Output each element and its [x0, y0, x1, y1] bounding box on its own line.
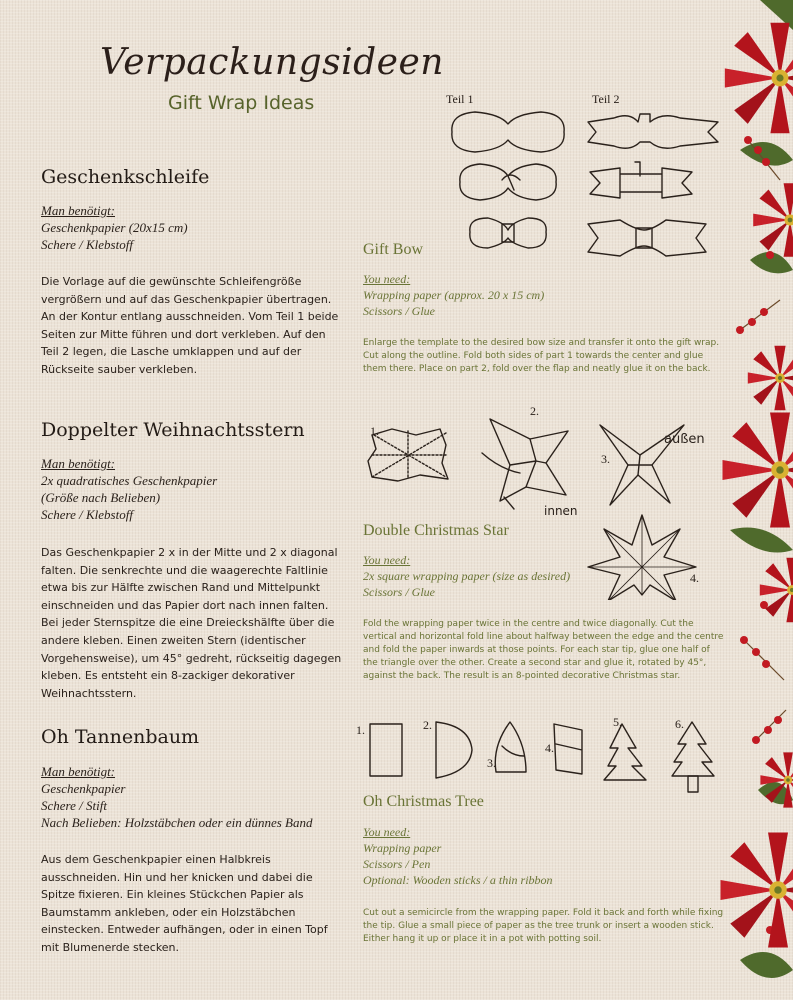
step-label: 2.: [530, 404, 539, 418]
section-heading-en: Gift Bow: [363, 241, 423, 258]
material-item: Schere / Stift: [41, 798, 107, 813]
section-heading-en: Oh Christmas Tree: [363, 793, 484, 810]
materials-en: [363, 824, 663, 888]
step-label: 4.: [690, 571, 699, 585]
materials-de: [41, 202, 341, 253]
step-label: 4.: [545, 741, 554, 755]
step-label: 3.: [487, 756, 496, 770]
materials-label: Man benötigt:: [41, 456, 116, 471]
material-item: Nach Belieben: Holzstäbchen oder ein dünnes Band: [41, 815, 313, 830]
materials-label: You need:: [363, 553, 411, 567]
poinsettia-border: [700, 0, 793, 1000]
materials-en: [363, 271, 713, 319]
material-item: 2x quadratisches Geschenkpapier: [41, 473, 218, 488]
material-item: Scissors / Glue: [363, 585, 435, 599]
material-item: Geschenkpapier (20x15 cm): [41, 220, 188, 235]
step-label: 6.: [675, 717, 684, 731]
instructions-en: Fold the wrapping paper twice in the centre and twice diagonally. Cut the vertical and horizontal fold line about halfway between the edge and the centre and fold the paper inwards at those points. For each star tip, glue one half of the triangle over the other. Create a second star and glue it, rotated by 45°, against the back. The result is an 8-pointed decorative Christmas star.: [363, 619, 724, 681]
section-heading-de: Doppelter Weihnachtsstern: [41, 419, 305, 441]
material-item: Wrapping paper: [363, 841, 442, 855]
step-label: 5.: [613, 715, 622, 729]
annotation-outside: außen: [664, 432, 705, 447]
material-item: Schere / Klebstoff: [41, 507, 133, 522]
section-heading-en: Double Christmas Star: [363, 522, 509, 539]
instructions-en: Enlarge the template to the desired bow size and transfer it onto the gift wrap. Cut along the outline. Fold both sides of part 1 towards the center and glue them there. Place on part 2, fold over the flap and neatly glue it on the back.: [363, 338, 720, 374]
material-item: Optional: Wooden sticks / a thin ribbon: [363, 873, 553, 887]
material-item: Schere / Klebstoff: [41, 237, 133, 252]
bow-diagram: [440, 100, 730, 270]
material-item: Geschenkpapier: [41, 781, 126, 796]
section-heading-de: Oh Tannenbaum: [41, 726, 200, 748]
instructions-de: Das Geschenkpapier 2 x in der Mitte und 2 x diagonal falten. Die senkrechte und die waagerechte Faltlinie etwa bis zur Hälfte zwischen Rand und Mittelpunkt einschneiden und das Papier dort nach innen falten. Bei jeder Sternspitze die eine Dreieckshälfte über die andere kleben. Einen zweiten Stern (identischer Vorgehensweise), um 45° gedreht, rückseitig dagegen kleben. Es entsteht ein 8-zackiger dekorativer Weihnachtsstern.: [41, 546, 342, 700]
diagram-label: Teil 2: [592, 92, 620, 106]
tree-diagram: [360, 710, 730, 795]
page-subtitle: Gift Wrap Ideas: [168, 92, 315, 114]
page-title: Verpackungsideen: [100, 42, 444, 83]
section-heading-de: Geschenkschleife: [41, 166, 210, 188]
instructions-de: Aus dem Geschenkpapier einen Halbkreis ausschneiden. Hin und her knicken und dabei die Spitze fixieren. Ein kleines Stückchen Papier als Baumstamm ankleben, oder ein Holzstäbchen einstecken. Entweder aufhängen, oder in einen Topf mit Blumenerde stecken.: [41, 853, 328, 954]
materials-label: Man benötigt:: [41, 764, 116, 779]
materials-de: [41, 763, 351, 831]
step-label: 2.: [423, 718, 432, 732]
materials-label: Man benötigt:: [41, 203, 116, 218]
materials-de: [41, 455, 341, 523]
star-diagram: [350, 405, 730, 600]
material-item: Scissors / Glue: [363, 304, 435, 318]
material-item: 2x square wrapping paper (size as desired): [363, 569, 571, 583]
instructions-en: Cut out a semicircle from the wrapping paper. Fold it back and forth while fixing the tip. Glue a small piece of paper as the tree trunk or insert a wooden stick. Either hang it up or place it in a pot with potting soil.: [363, 908, 724, 944]
material-item: Wrapping paper (approx. 20 x 15 cm): [363, 288, 545, 302]
step-label: 3.: [601, 452, 610, 466]
step-label: 1.: [356, 723, 365, 737]
diagram-label: Teil 1: [446, 92, 474, 106]
annotation-inside: innen: [544, 504, 578, 518]
materials-label: You need:: [363, 272, 411, 286]
material-item: (Größe nach Belieben): [41, 490, 161, 505]
material-item: Scissors / Pen: [363, 857, 431, 871]
instructions-de: Die Vorlage auf die gewünschte Schleifengröße vergrößern und auf das Geschenkpapier übertragen. An der Kontur entlang ausschneiden. Vom Teil 1 beide Seiten zur Mitte führen und dort verkleben. Auf den Teil 2 legen, die Lasche umklappen und auf der Rückseite sauber verkleben.: [41, 275, 339, 376]
materials-label: You need:: [363, 825, 411, 839]
step-label: 1.: [370, 424, 379, 438]
